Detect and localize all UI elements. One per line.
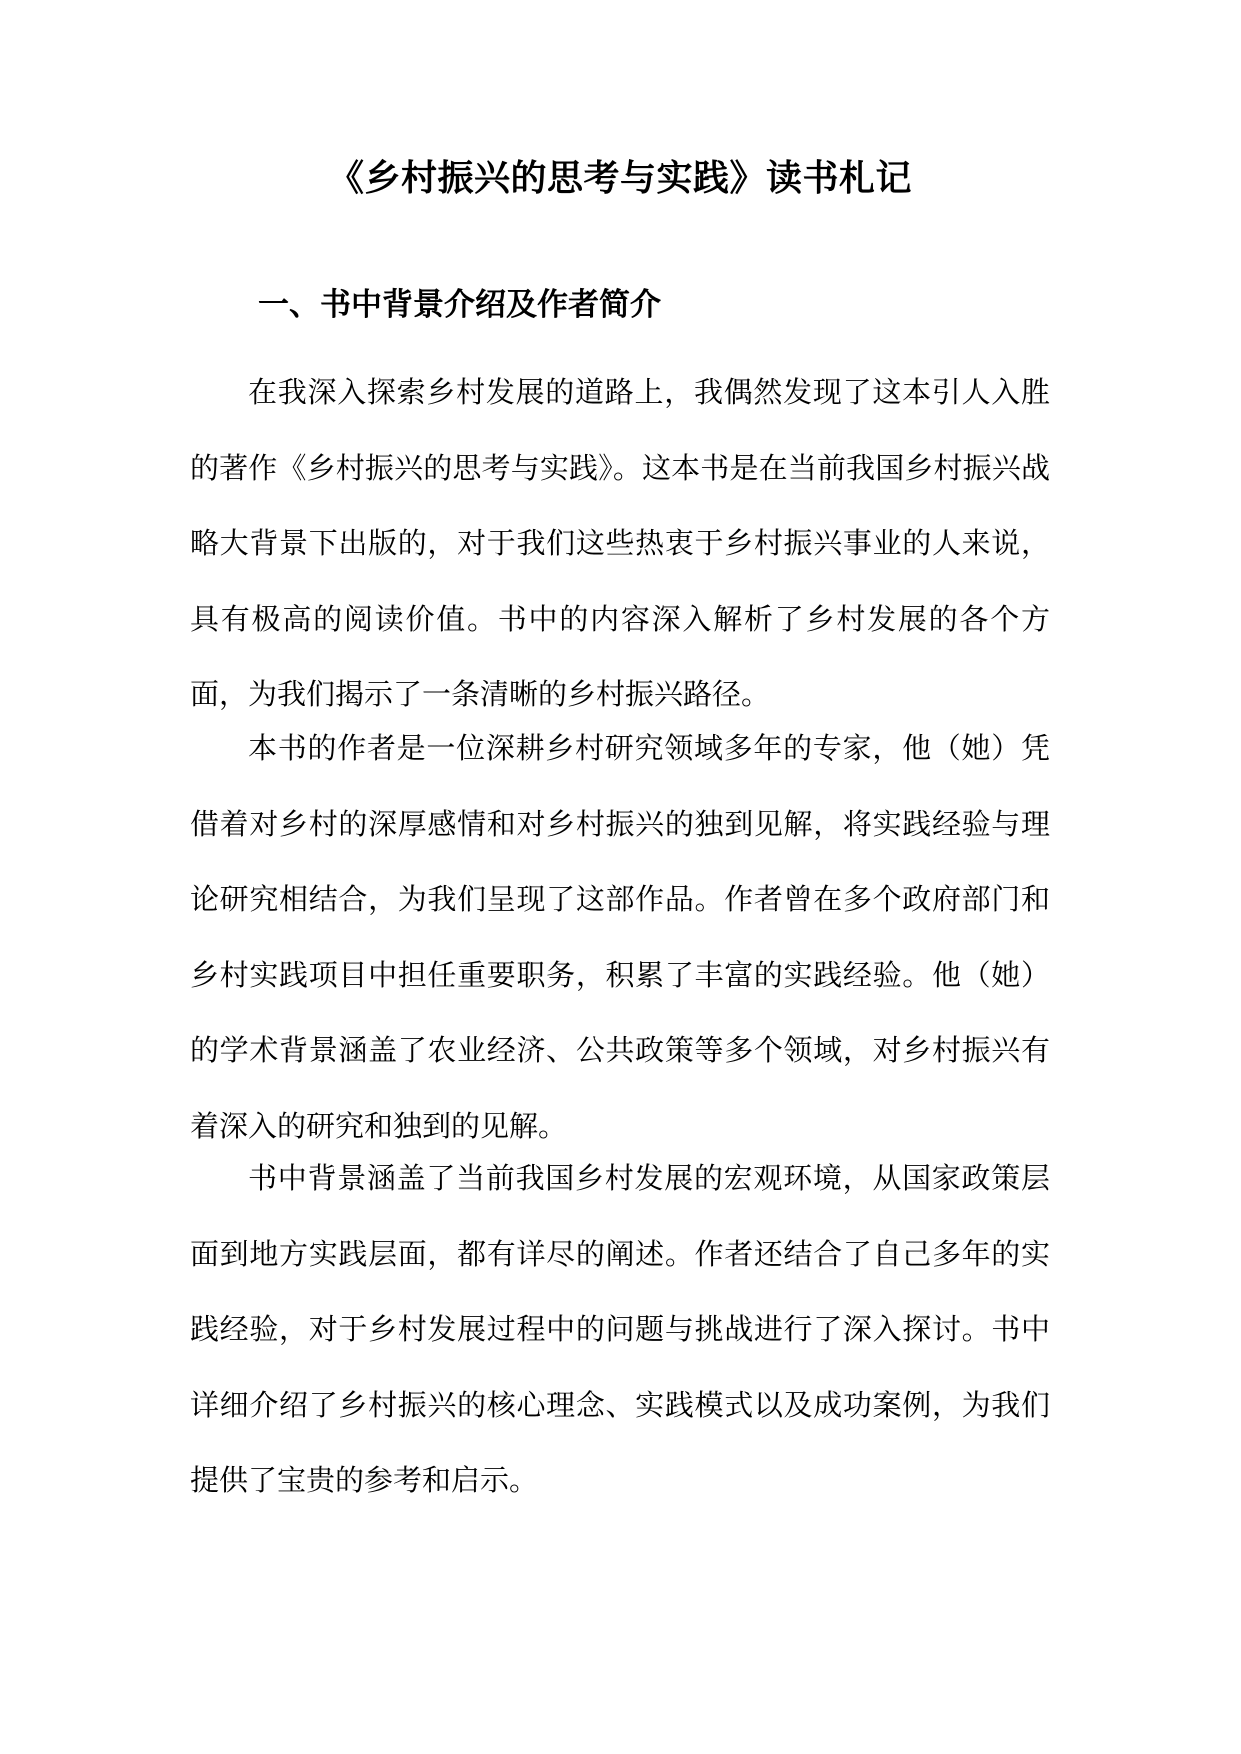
paragraph-book-background: 书中背景涵盖了当前我国乡村发展的宏观环境，从国家政策层面到地方实践层面，都有详尽的阐述。作者还结合了自己多年的实践经验，对于乡村发展过程中的问题与挑战进行了深入探讨。书中详细介绍了乡村振兴的核心理念、实践模式以及成功案例，为我们提供了宝贵的参考和启示。 [190,1161,1050,1498]
section-heading: 一、书中背景介绍及作者简介 [258,287,661,323]
document-title: 《乡村振兴的思考与实践》读书札记 [327,157,912,199]
paragraph-author: 本书的作者是一位深耕乡村研究领域多年的专家，他（她）凭借着对乡村的深厚感情和对乡村振兴的独到见解，将实践经验与理论研究相结合，为我们呈现了这部作品。作者曾在多个政府部门和乡村实践项目中担任重要职务，积累了丰富的实践经验。他（她）的学术背景涵盖了农业经济、公共政策等多个领域，对乡村振兴有着深入的研究和独到的见解。 [190,731,1050,1143]
paragraph-background: 在我深入探索乡村发展的道路上，我偶然发现了这本引人入胜的著作《乡村振兴的思考与实践》。这本书是在当前我国乡村振兴战略大背景下出版的，对于我们这些热衷于乡村振兴事业的人来说，具有极高的阅读价值。书中的内容深入解析了乡村发展的各个方面，为我们揭示了一条清晰的乡村振兴路径。 [190,375,1050,712]
